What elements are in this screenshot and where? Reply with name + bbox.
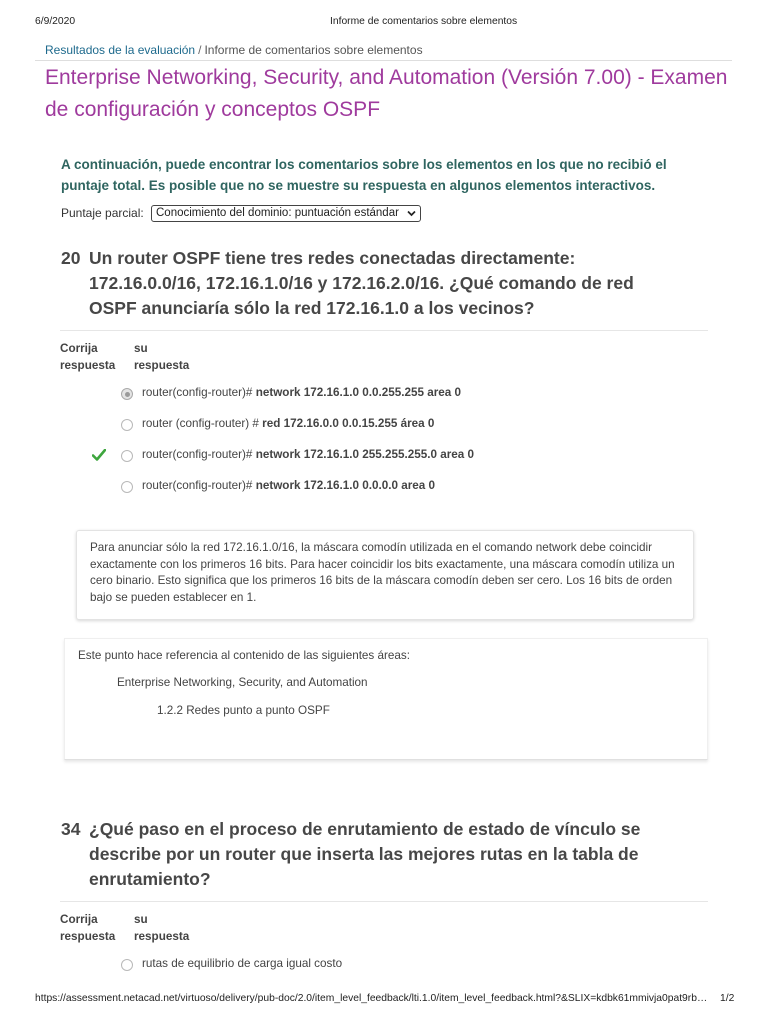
- reference-intro: Este punto hace referencia al contenido de las siguientes áreas:: [78, 649, 411, 662]
- radio-button[interactable]: [121, 481, 133, 493]
- question-divider: [60, 901, 708, 902]
- answer-option: [86, 415, 686, 433]
- column-header-your-answer: su respuesta: [134, 342, 190, 372]
- answer-option: [86, 955, 686, 973]
- answer-option: [86, 384, 686, 402]
- column-header-correct: Corrija respuesta: [60, 342, 116, 372]
- reference-topic: 1.2.2 Redes punto a punto OSPF: [157, 704, 330, 717]
- answer-option-text: rutas de equilibrio de carga igual costo: [142, 957, 343, 970]
- question-number: 20: [61, 247, 81, 268]
- answer-option-command: network 172.16.1.0 0.0.0.0 area 0: [255, 479, 436, 492]
- answer-option-text: router(config-router)#: [142, 386, 253, 399]
- column-header-correct: Corrija respuesta: [60, 913, 116, 943]
- radio-button[interactable]: [121, 959, 133, 971]
- answer-option-command: red 172.16.0.0 0.0.15.255 área 0: [262, 417, 435, 430]
- breadcrumb-link-results[interactable]: Resultados de la evaluación: [45, 43, 196, 57]
- answer-option-label: [142, 415, 434, 433]
- question-number: 34: [61, 818, 81, 839]
- answer-option-text: router (config-router) #: [142, 417, 259, 430]
- answer-option-label: [142, 477, 435, 495]
- answer-option-command: network 172.16.1.0 255.255.255.0 area 0: [255, 448, 475, 461]
- print-header-date: 6/9/2020: [35, 16, 76, 27]
- breadcrumb-current: Informe de comentarios sobre elementos: [204, 43, 423, 57]
- intro-text: A continuación, puede encontrar los comentarios sobre los elementos en los que no recibió el puntaje total. Es posible que no se muestre su respuesta en algunos elementos interactivos.: [61, 157, 667, 193]
- answer-option: [86, 446, 686, 464]
- score-filter-selected-value: Conocimiento del dominio: puntuación estándar: [156, 207, 399, 219]
- answer-option-text: router(config-router)#: [142, 448, 253, 461]
- print-footer-page-number: 1/2: [720, 993, 735, 1004]
- chevron-down-icon: [407, 210, 416, 217]
- print-footer-url: https://assessment.netacad.net/virtuoso/delivery/pub-doc/2.0/item_level_feedback/lti.1.0/item_level_feedback.html?&SLIX=kdbk61mmivja0pat9rb…: [35, 993, 708, 1004]
- radio-button[interactable]: [121, 388, 133, 400]
- column-header-your-answer: su respuesta: [134, 913, 190, 943]
- answer-option-label: [142, 446, 474, 464]
- breadcrumb: [45, 43, 423, 57]
- question-text: Un router OSPF tiene tres redes conectadas directamente: 172.16.0.0/16, 172.16.1.0/16 y 172.16.2.0/16. ¿Qué comando de red OSPF anunciaría sólo la red 172.16.1.0 a los vecinos?: [89, 247, 634, 318]
- score-filter-select[interactable]: [151, 205, 421, 222]
- page-title: Enterprise Networking, Security, and Automation (Versión 7.00) - Examen de configuración y conceptos OSPF: [45, 66, 728, 121]
- question-divider: [60, 330, 708, 331]
- breadcrumb-separator: /: [198, 43, 202, 57]
- score-filter: [61, 205, 461, 222]
- reference-course: Enterprise Networking, Security, and Automation: [117, 676, 368, 689]
- answer-option-text: router(config-router)#: [142, 479, 253, 492]
- feedback-box: [76, 530, 694, 620]
- print-header-title: Informe de comentarios sobre elementos: [330, 16, 518, 27]
- score-filter-label: Puntaje parcial:: [61, 206, 144, 220]
- radio-button[interactable]: [121, 450, 133, 462]
- answer-option-label: [142, 384, 461, 402]
- answer-option: [86, 477, 686, 495]
- question-text: ¿Qué paso en el proceso de enrutamiento de estado de vínculo se describe por un router que inserta las mejores rutas en la tabla de enrutamiento?: [89, 818, 641, 889]
- breadcrumb-divider: [35, 60, 732, 61]
- feedback-text: Para anunciar sólo la red 172.16.1.0/16, la máscara comodín utilizada en el comando network debe coincidir exactamente con los primeros 16 bits. Para hacer coincidir los bits exactamente, una máscara comodín utiliza un cero binario. Esto significa que los primeros 16 bits de la máscara comodín deben ser cero. Los 16 bits de orden bajo se pueden establecer en 1.: [90, 541, 675, 605]
- answer-option-label: [142, 955, 342, 973]
- answer-option-command: network 172.16.1.0 0.0.255.255 area 0: [255, 386, 462, 399]
- checkmark-icon: [92, 449, 106, 461]
- reference-box: [64, 638, 708, 760]
- radio-button[interactable]: [121, 419, 133, 431]
